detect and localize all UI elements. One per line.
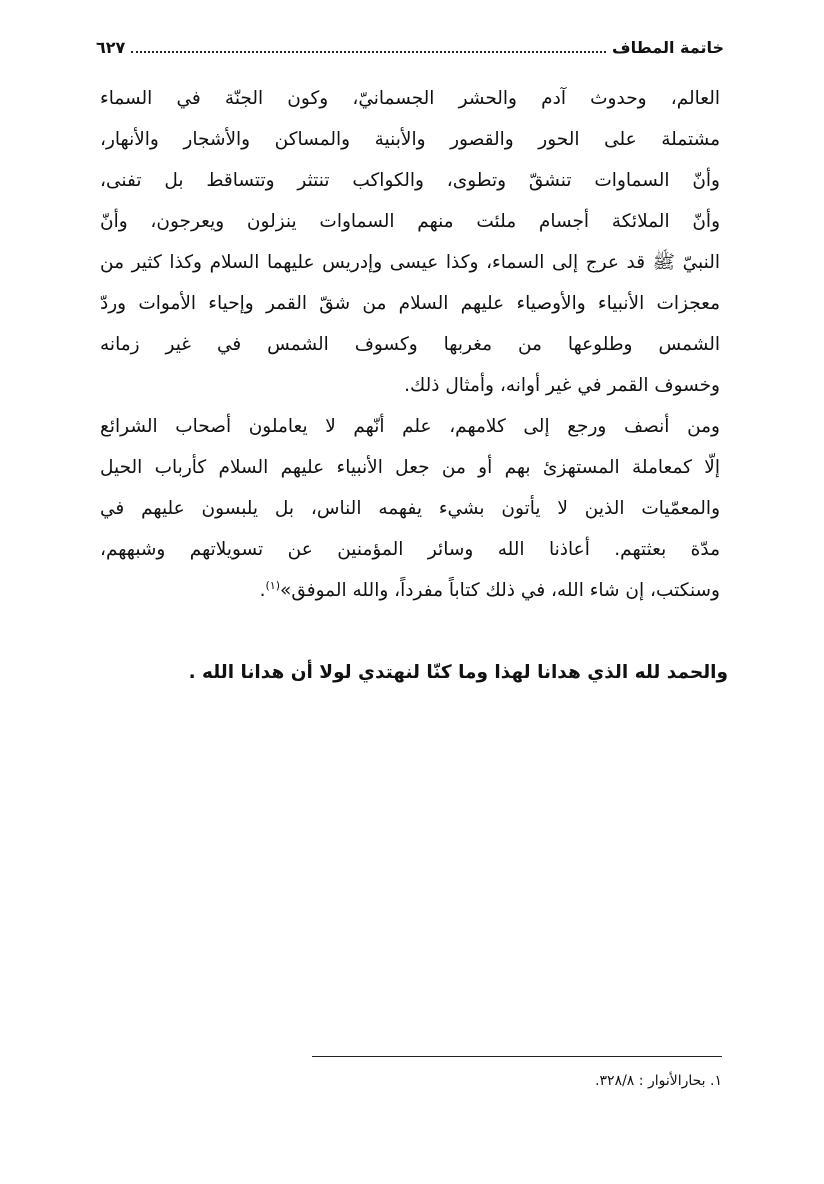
header-leader-dots: [131, 51, 606, 53]
text-line: الشمس وطلوعها من مغربها وكسوف الشمس في غير زمانه: [100, 334, 720, 355]
text-line-content: وسنكتب، إن شاء الله، في ذلك كتاباً مفرداً، والله الموفق»: [280, 580, 720, 601]
text-line: ومن أنصف ورجع إلى كلامهم، علم أنّهم لا يعاملون أصحاب الشرائع: [100, 416, 720, 437]
text-line: مدّة بعثتهم. أعاذنا الله وسائر المؤمنين عن تسويلاتهم وشبههم،: [100, 539, 720, 560]
text-line: معجزات الأنبياء والأوصياء عليهم السلام من شقّ القمر وإحياء الأموات وردّ: [100, 293, 720, 314]
page-number: ٦٢٧: [96, 38, 126, 57]
text-line: والمعمّيات الذين لا يأتون بشيء يفهمه الناس، بل يلبسون عليهم في: [100, 498, 720, 519]
text-line-with-footnote: وسنكتب، إن شاء الله، في ذلك كتاباً مفرداً، والله الموفق»$^{(١)}$.: [259, 578, 720, 601]
footnote-text: ١. بحارالأنوار : ٣٢٨/٨.: [595, 1073, 722, 1089]
chapter-title: خاتمة المطاف: [612, 38, 724, 57]
main-text: [100, 78, 720, 611]
text-line: مشتملة على الحور والقصور والأبنية والمساكن والأشجار والأنهار،: [100, 129, 720, 150]
closing-line: والحمد لله الذي هدانا لهذا وما كنّا لنهتدي لولا أن هدانا الله .: [188, 662, 728, 683]
text-line: وأنّ الملائكة أجسام ملئت منهم السماوات ينزلون ويعرجون، وأنّ: [100, 211, 720, 232]
footnote-marker: (١): [265, 578, 281, 592]
text-line: وأنّ السماوات تنشقّ وتطوى، والكواكب تنتثر وتتساقط بل تفنى،: [100, 170, 720, 191]
text-line: إلّا كمعاملة المستهزئ بهم أو من جعل الأنبياء عليهم السلام كأرباب الحيل: [100, 457, 720, 478]
text-line: وخسوف القمر في غير أوانه، وأمثال ذلك.: [404, 375, 720, 396]
text-line: النبيّ ﷺ قد عرج إلى السماء، وكذا عيسى وإدريس عليهما السلام وكذا كثير من: [100, 252, 720, 273]
running-header: [96, 32, 724, 58]
text-line: العالم، وحدوث آدم والحشر الجسمانيّ، وكون الجنّة في السماء: [100, 88, 720, 109]
footnote-divider: [312, 1056, 722, 1057]
